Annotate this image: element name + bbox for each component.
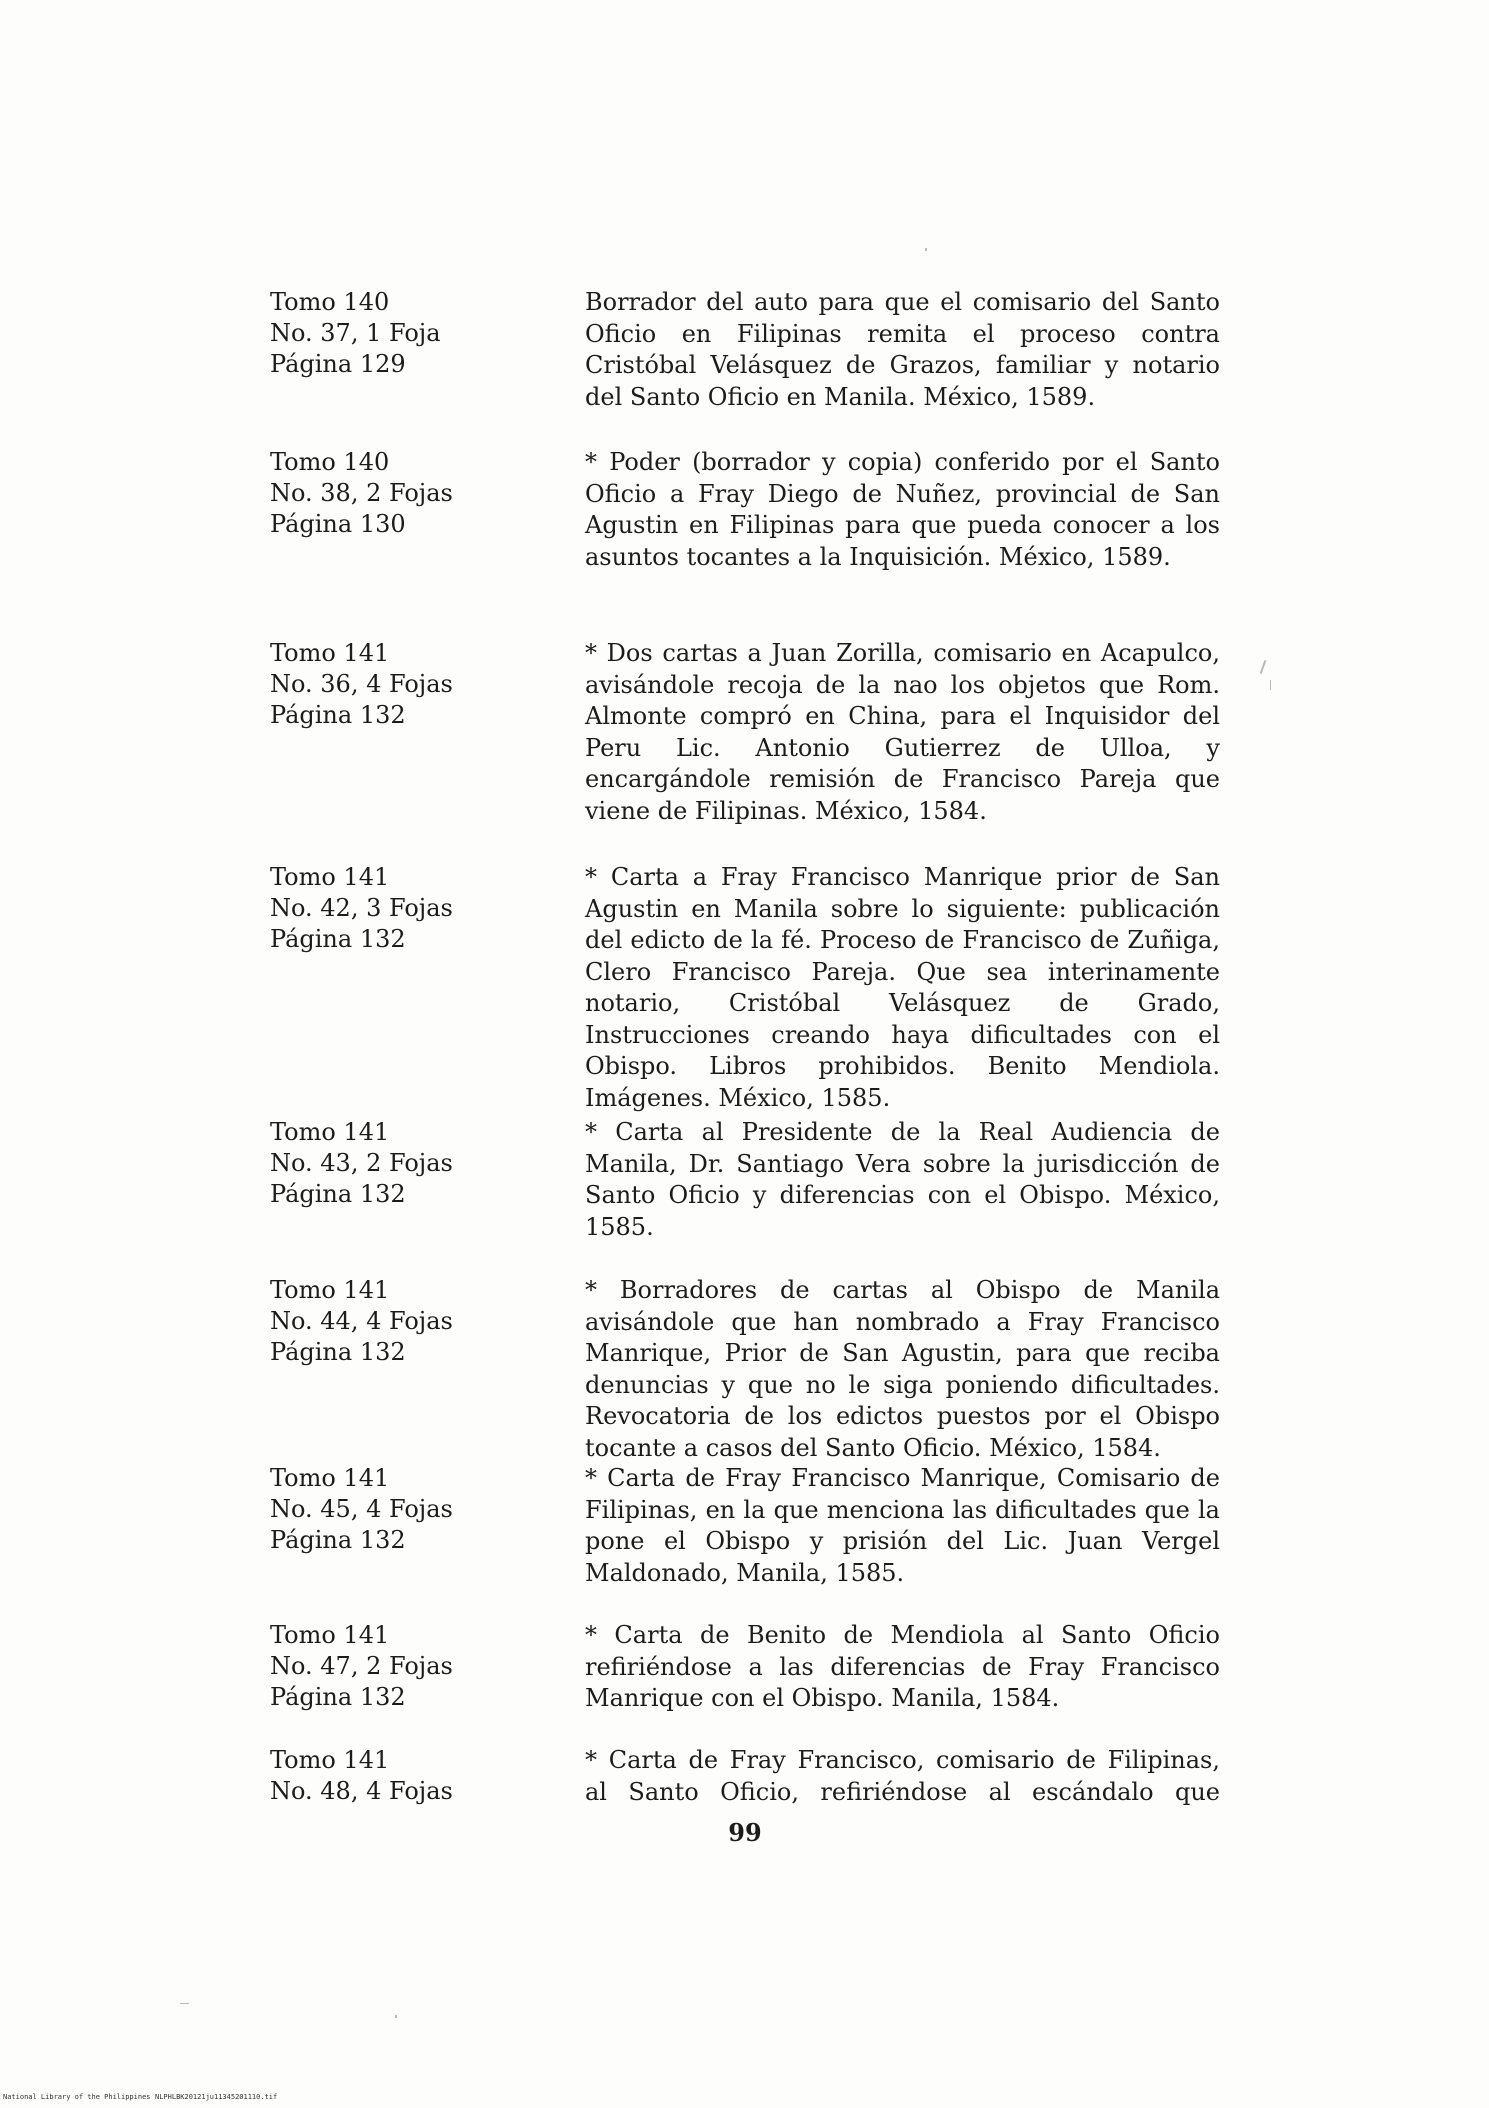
scan-speck — [180, 2003, 189, 2004]
page-reference: Página 132 — [270, 1338, 406, 1366]
document-number: No. 42, 3 Fojas — [270, 894, 453, 922]
tomo-label: Tomo 140 — [270, 448, 390, 476]
entry-reference — [270, 287, 500, 380]
tomo-label: Tomo 141 — [270, 863, 390, 891]
scan-speck — [395, 2015, 397, 2018]
page-reference: Página 132 — [270, 1683, 406, 1711]
entry-description: * Carta de Benito de Mendiola al Santo Oficio refiriéndose a las diferencias de Fray Francisco Manrique con el Obispo. Manila, 1584. — [585, 1621, 1220, 1712]
page-reference: Página 132 — [270, 1180, 406, 1208]
entry-reference — [270, 447, 500, 540]
document-number: No. 36, 4 Fojas — [270, 670, 453, 698]
entry-reference — [270, 1275, 500, 1368]
scan-speck — [925, 248, 927, 251]
document-number: No. 45, 4 Fojas — [270, 1495, 453, 1523]
entry-reference — [270, 638, 500, 731]
entry-description: * Poder (borrador y copia) conferido por el Santo Oficio a Fray Diego de Nuñez, provincial de San Agustin en Filipinas para que pueda conocer a los asuntos tocantes a la Inquisición. México, 1589. — [585, 448, 1220, 571]
entry-reference — [270, 862, 500, 955]
tomo-label: Tomo 141 — [270, 1464, 390, 1492]
document-number: No. 37, 1 Foja — [270, 319, 441, 347]
entry-reference — [270, 1117, 500, 1210]
entry-reference — [270, 1745, 500, 1807]
tomo-label: Tomo 141 — [270, 1118, 390, 1146]
document-number: No. 48, 4 Fojas — [270, 1777, 453, 1805]
scan-footer-filename: NLPHLBK20121ju11345201110.tif — [155, 2093, 278, 2101]
page-reference: Página 132 — [270, 1526, 406, 1554]
page-reference: Página 130 — [270, 510, 406, 538]
entry-description: * Carta al Presidente de la Real Audiencia de Manila, Dr. Santiago Vera sobre la jurisdicción de Santo Oficio y diferencias con el Obispo. México, 1585. — [585, 1118, 1220, 1241]
tomo-label: Tomo 141 — [270, 1746, 390, 1774]
entry-description: Borrador del auto para que el comisario del Santo Oficio en Filipinas remita el proceso contra Cristóbal Velásquez de Grazos, familiar y notario del Santo Oficio en Manila. México, 1589. — [585, 288, 1220, 411]
entry-reference — [270, 1463, 500, 1556]
entry-description: * Carta de Fray Francisco, comisario de Filipinas, al Santo Oficio, refiriéndose al escándalo que — [585, 1746, 1220, 1806]
entry-description: * Borradores de cartas al Obispo de Manila avisándole que han nombrado a Fray Francisco Manrique, Prior de San Agustin, para que reciba denuncias y que no le siga poniendo dificultades. Revocatoria de los edictos puestos por el Obispo tocante a casos del Santo Oficio. México, 1584. — [585, 1276, 1220, 1462]
page-reference: Página 132 — [270, 925, 406, 953]
scan-footer-library: National Library of the Philippines — [3, 2093, 151, 2101]
entry-reference — [270, 1620, 500, 1713]
page-reference: Página 129 — [270, 350, 406, 378]
document-number: No. 43, 2 Fojas — [270, 1149, 453, 1177]
tomo-label: Tomo 141 — [270, 1276, 390, 1304]
entry-description: * Carta de Fray Francisco Manrique, Comisario de Filipinas, en la que menciona las dificultades que la pone el Obispo y prisión del Lic. Juan Vergel Maldonado, Manila, 1585. — [585, 1464, 1220, 1587]
entry-description: * Dos cartas a Juan Zorilla, comisario en Acapulco, avisándole recoja de la nao los objetos que Rom. Almonte compró en China, para el Inquisidor del Peru Lic. Antonio Gutierrez de Ulloa, y encargándole remisión de Francisco Pareja que viene de Filipinas. México, 1584. — [585, 639, 1220, 825]
entry-description: * Carta a Fray Francisco Manrique prior de San Agustin en Manila sobre lo siguiente: publicación del edicto de la fé. Proceso de Francisco de Zuñiga, Clero Francisco Pareja. Que sea interinamente notario, Cristóbal Velásquez de Grado, Instrucciones creando haya dificultades con el Obispo. Libros prohibidos. Benito Mendiola. Imágenes. México, 1585. — [585, 863, 1220, 1112]
scan-speck — [1260, 660, 1267, 674]
tomo-label: Tomo 140 — [270, 288, 390, 316]
document-number: No. 47, 2 Fojas — [270, 1652, 453, 1680]
scan-speck — [1270, 680, 1271, 690]
document-number: No. 38, 2 Fojas — [270, 479, 453, 507]
document-number: No. 44, 4 Fojas — [270, 1307, 453, 1335]
tomo-label: Tomo 141 — [270, 1621, 390, 1649]
page-reference: Página 132 — [270, 701, 406, 729]
page-number: 99 — [728, 1818, 762, 1847]
tomo-label: Tomo 141 — [270, 639, 390, 667]
